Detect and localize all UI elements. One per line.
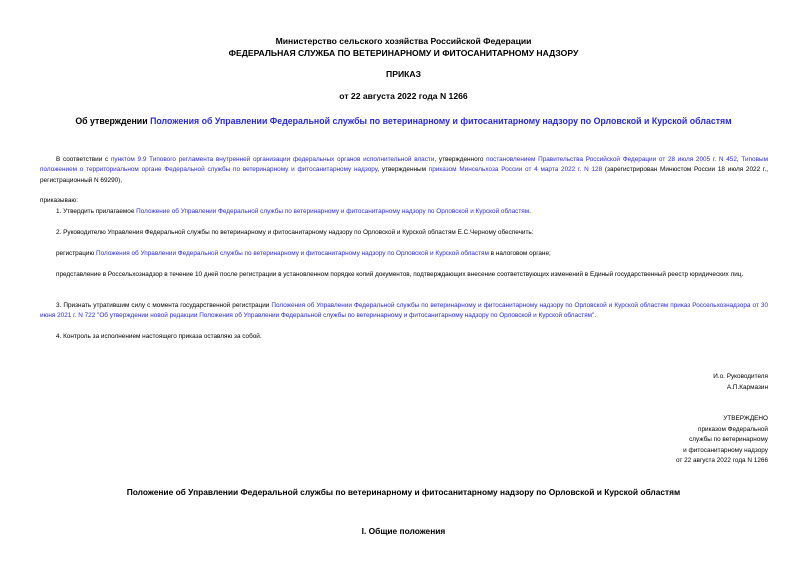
doc-type: ПРИКАЗ [386,69,421,79]
preamble-text: (зарегистрирован Минюстом России 18 июля 2022 г., регистрационный N 69290), [40,166,769,184]
item-3 [40,301,768,322]
item-2a-end: в налоговом органе; [488,250,551,257]
minselhoz-order-link[interactable]: приказом Минсельхоза России от 4 марта 2022 г. N 128 [428,166,603,174]
typical-regulation-link[interactable]: Типовым положением о территориальном органе Федеральной службы по ветеринарному и фитосанитарному надзору [40,156,768,174]
approval-line: приказом Федеральной [698,425,768,433]
preamble-text: В соответствии с [56,156,111,163]
regulation-link[interactable]: Положения об Управлении Федеральной службы по ветеринарному и фитосанитарному надзору по Орловской и Курской областям [96,250,489,257]
section-title: I. Общие положения [361,526,446,536]
doc-title-link[interactable]: Положения об Управлении Федеральной службы по ветеринарному и фитосанитарному надзору по Орловской и Курской областям [150,116,732,126]
item-2: 2. Руководителю Управления Федеральной службы по ветеринарному и фитосанитарному надзору по Орловской и Курской областям Е.С.Черному обеспечить: [56,229,534,236]
item-2a [40,249,768,259]
regulation-link[interactable]: Положение об Управлении Федеральной службы по ветеринарному и фитосанитарному надзору по Орловской и Курской областям [136,208,530,215]
preamble-text: , [736,156,742,163]
preamble-paragraph [40,155,768,186]
item-4: 4. Контроль за исполнением настоящего приказа оставляю за собой. [56,333,262,340]
approval-line: и фитосанитарному надзору [683,446,768,454]
annex-title: Положение об Управлении Федеральной службы по ветеринарному и фитосанитарному надзору по Орловской и Курской областям [126,487,681,497]
government-decree-link[interactable]: постановлением Правительства Российской Федерации от 28 июля 2005 г. N 452 [486,156,737,163]
preamble-text: , утвержденным [377,166,429,174]
item-2a-text: регистрацию [56,250,97,257]
approval-line: УТВЕРЖДЕНО [723,415,768,422]
item-1-text: 1. Утвердить прилагаемое [56,208,137,215]
approval-line: службы по ветеринарному [689,436,768,444]
doc-date: от 22 августа 2022 года N 1266 [339,91,468,101]
item-1-end: . [529,208,531,215]
item-3-end: . [594,312,597,320]
ministry-heading: Министерство сельского хозяйства Российской Федерации [275,36,532,46]
signature-block [560,372,768,393]
repealed-order-link[interactable]: Положения об Управлении Федеральной службы по ветеринарному и фитосанитарному надзору по Орловской и Курской областям приказ Россельхознадзора от 30 июня 2021 г. N 722 "Об утверждении новой редакции Положения об Управлении Федеральной службы по ветеринарному и фитосанитарному надзору по Орловской и Курской областям" [40,302,768,320]
service-heading: ФЕДЕРАЛЬНАЯ СЛУЖБА ПО ВЕТЕРИНАРНОМУ И ФИТОСАНИТАРНОМУ НАДЗОРУ [228,48,579,58]
item-1 [40,207,768,217]
order-word: приказываю: [40,197,78,204]
doc-title-prefix: Об утверждении [75,116,151,126]
signature-position: И.о. Руководителя [713,373,768,380]
approval-block [560,414,768,467]
signature-name: А.П.Кармазин [726,383,768,391]
preamble-text: , утвержденного [434,156,487,163]
doc-title [0,116,807,126]
item-2b: представление в Россельхознадзор в течение 10 дней после регистрации в установленном порядке копий документов, подтверждающих внесение соответствующих изменений в Единый государственный реестр юридических лиц. [56,271,744,278]
item-3-text: 3. Признать утратившим силу с момента государственной регистрации [56,302,272,309]
reglament-link[interactable]: пунктом 9.9 Типового регламента внутренней организации федеральных органов исполнительной власти [110,156,435,163]
approval-line: от 22 августа 2022 года N 1266 [675,457,768,465]
